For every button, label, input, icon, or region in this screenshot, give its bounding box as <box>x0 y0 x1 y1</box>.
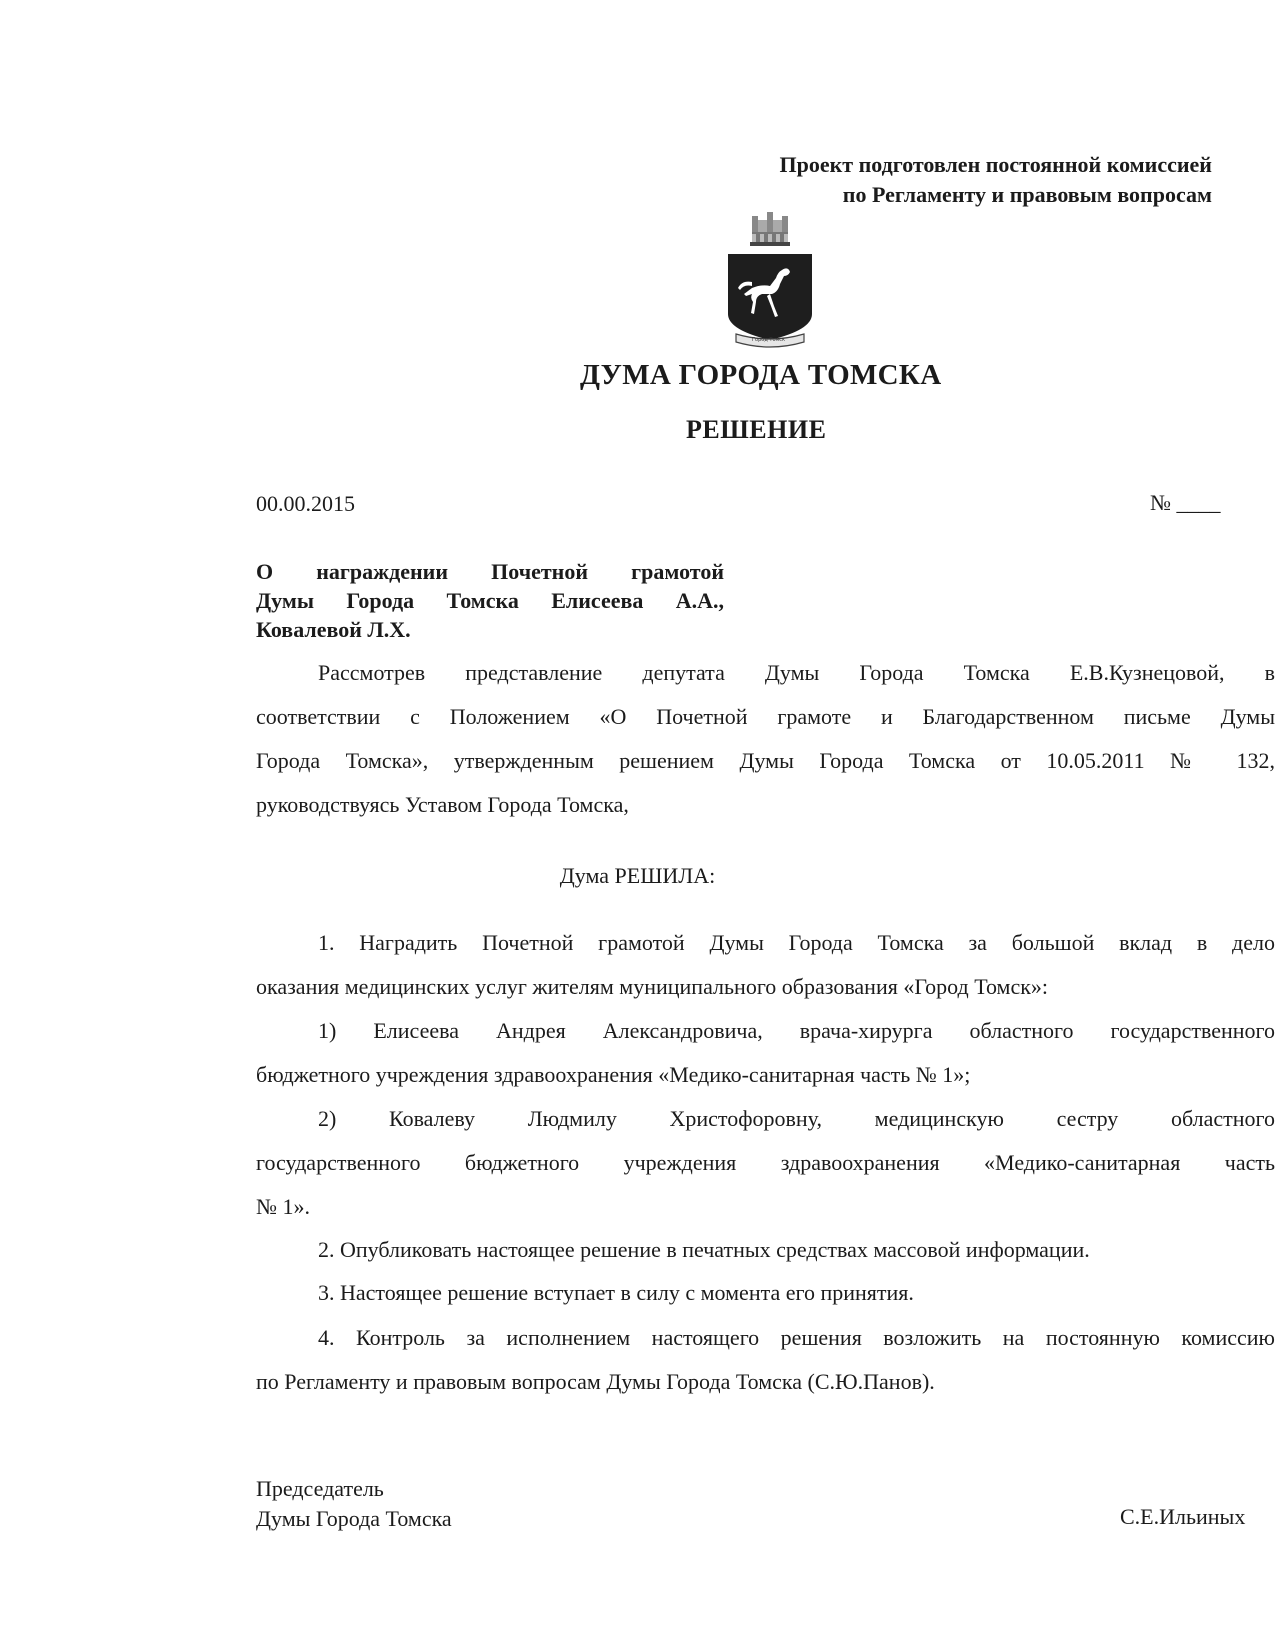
item-4-paragraph <box>256 1316 1275 1404</box>
item-2-paragraph <box>256 1228 1275 1272</box>
subject-line-3: Ковалевой Л.Х. <box>256 617 411 642</box>
subitem-1-line-2: бюджетного учреждения здравоохранения «Медико-санитарная часть № 1»; <box>256 1062 971 1087</box>
preamble-line-2: соответствии с Положением «О Почетной грамоте и Благодарственном письме Думы <box>256 704 1275 729</box>
signature-position <box>256 1474 452 1534</box>
item-1-paragraph <box>256 921 1275 1009</box>
subject-line-2: Думы Города Томска Елисеева А.А., <box>256 588 724 613</box>
subitem-2-line-3: № 1». <box>256 1194 310 1219</box>
subitem-2-line-2: государственного бюджетного учреждения здравоохранения «Медико-санитарная часть <box>256 1150 1275 1175</box>
document-number: № ____ <box>1150 490 1221 515</box>
document-subject <box>256 557 724 644</box>
header-note <box>779 150 1212 210</box>
subitem-1-line-1: 1) Елисеева Андрея Александровича, врача-хирурга областного государственного <box>318 1018 1275 1043</box>
coat-of-arms-icon <box>722 206 818 352</box>
preamble-line-3: Города Томска», утвержденным решением Думы Города Томска от 10.05.2011 № 132, <box>256 748 1275 773</box>
resolve-line: Дума РЕШИЛА: <box>559 863 716 888</box>
preamble-line-1: Рассмотрев представление депутата Думы Города Томска Е.В.Кузнецовой, в <box>318 660 1275 685</box>
signature-position-line-2: Думы Города Томска <box>256 1506 452 1531</box>
document-type-title: РЕШЕНИЕ <box>686 415 827 444</box>
coat-of-arms-emblem <box>722 206 818 357</box>
signature-position-line-1: Председатель <box>256 1476 384 1501</box>
subitem-2-line-1: 2) Ковалеву Людмилу Христофоровну, медицинскую сестру областного <box>318 1106 1275 1131</box>
item-1-line-2: оказания медицинских услуг жителям муниципального образования «Город Томск»: <box>256 974 1049 999</box>
signature-name: С.Е.Ильиных <box>1120 1504 1246 1529</box>
item-3-line-1: 3. Настоящее решение вступает в силу с момента его принятия. <box>318 1280 914 1305</box>
item-4-line-2: по Регламенту и правовым вопросам Думы Города Томска (С.Ю.Панов). <box>256 1369 935 1394</box>
document-date: 00.00.2015 <box>256 491 355 516</box>
item-2-line-1: 2. Опубликовать настоящее решение в печатных средствах массовой информации. <box>318 1237 1090 1262</box>
emblem-ribbon-text: Город Томск <box>752 337 786 343</box>
item-1-line-1: 1. Наградить Почетной грамотой Думы Города Томска за большой вклад в дело <box>318 930 1275 955</box>
subitem-2-paragraph <box>256 1097 1275 1229</box>
header-note-line-1: Проект подготовлен постоянной комиссией <box>779 152 1212 177</box>
preamble-line-4: руководствуясь Уставом Города Томска, <box>256 792 629 817</box>
item-3-paragraph <box>256 1271 1275 1315</box>
org-title: ДУМА ГОРОДА ТОМСКА <box>580 359 942 391</box>
preamble-paragraph <box>256 651 1275 827</box>
item-4-line-1: 4. Контроль за исполнением настоящего решения возложить на постоянную комиссию <box>318 1325 1275 1350</box>
header-note-line-2: по Регламенту и правовым вопросам <box>842 182 1212 207</box>
subject-line-1: О награждении Почетной грамотой <box>256 559 724 584</box>
subitem-1-paragraph <box>256 1009 1275 1097</box>
